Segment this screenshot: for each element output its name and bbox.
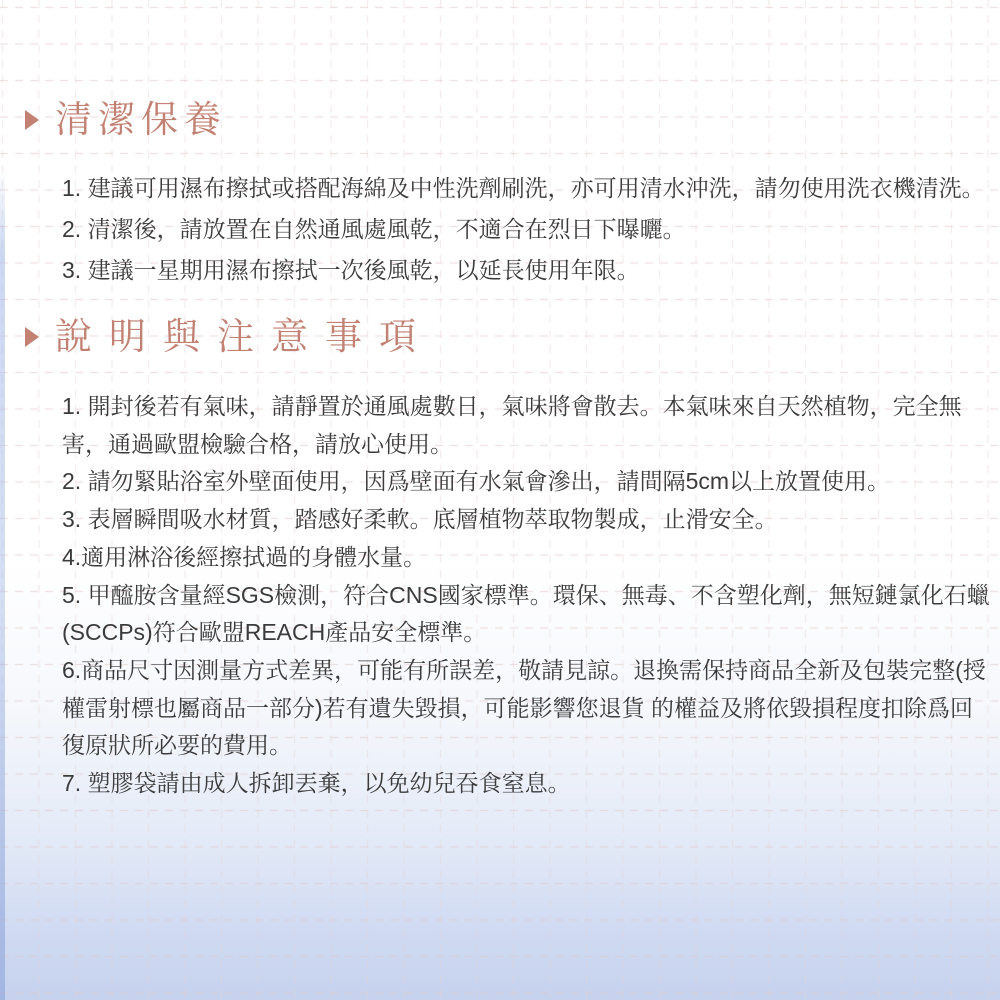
section-notes-header <box>25 314 433 360</box>
list-item: 3. 表層瞬間吸水材質，踏感好柔軟。底層植物萃取物製成，止滑安全。 <box>62 506 778 533</box>
list-item: 2. 清潔後，請放置在自然通風處風乾，不適合在烈日下曝曬。 <box>62 216 686 242</box>
right-triangle-icon <box>25 327 39 347</box>
list-item: 7. 塑膠袋請由成人拆卸丟棄，以免幼兒吞食窒息。 <box>62 770 571 797</box>
list-item: 1. 建議可用濕布擦拭或搭配海綿及中性洗劑刷洗，亦可用清水沖洗，請勿使用洗衣機清洗。 <box>62 175 985 201</box>
list-item: 6.商品尺寸因測量方式差異，可能有所誤差，敬請見諒。退換需保持商品全新及包裝完整(授權雷射標也屬商品一部分)若有遺失毀損，可能影響您退貨 的權益及將依毀損程度扣除爲回復原狀所必要的費用。 <box>62 656 986 759</box>
list-item: 5. 甲醯胺含量經SGS檢測，符合CNS國家標準。環保、無毒、不含塑化劑，無短鏈氯化石蠟(SCCPs)符合歐盟REACH產品安全標準。 <box>62 581 990 646</box>
list-item: 1. 開封後若有氣味，請靜置於通風處數日，氣味將會散去。本氣味來自天然植物，完全無害，通過歐盟檢驗合格，請放心使用。 <box>62 393 962 457</box>
section-cleaning-header <box>25 97 227 143</box>
section-cleaning-item-list <box>62 168 996 291</box>
section-notes-item-list <box>62 388 994 803</box>
list-item: 3. 建議一星期用濕布擦拭一次後風乾，以延長使用年限。 <box>62 257 640 283</box>
section-title-cleaning: 清潔保養 <box>55 99 227 140</box>
list-item: 2. 請勿緊貼浴室外壁面使用，因爲壁面有水氣會滲出，請間隔5cm以上放置使用。 <box>62 468 891 495</box>
section-title-notes: 說明與注意事項 <box>55 316 433 357</box>
right-triangle-icon <box>25 110 39 130</box>
list-item: 4.適用淋浴後經擦拭過的身體水量。 <box>62 543 427 570</box>
